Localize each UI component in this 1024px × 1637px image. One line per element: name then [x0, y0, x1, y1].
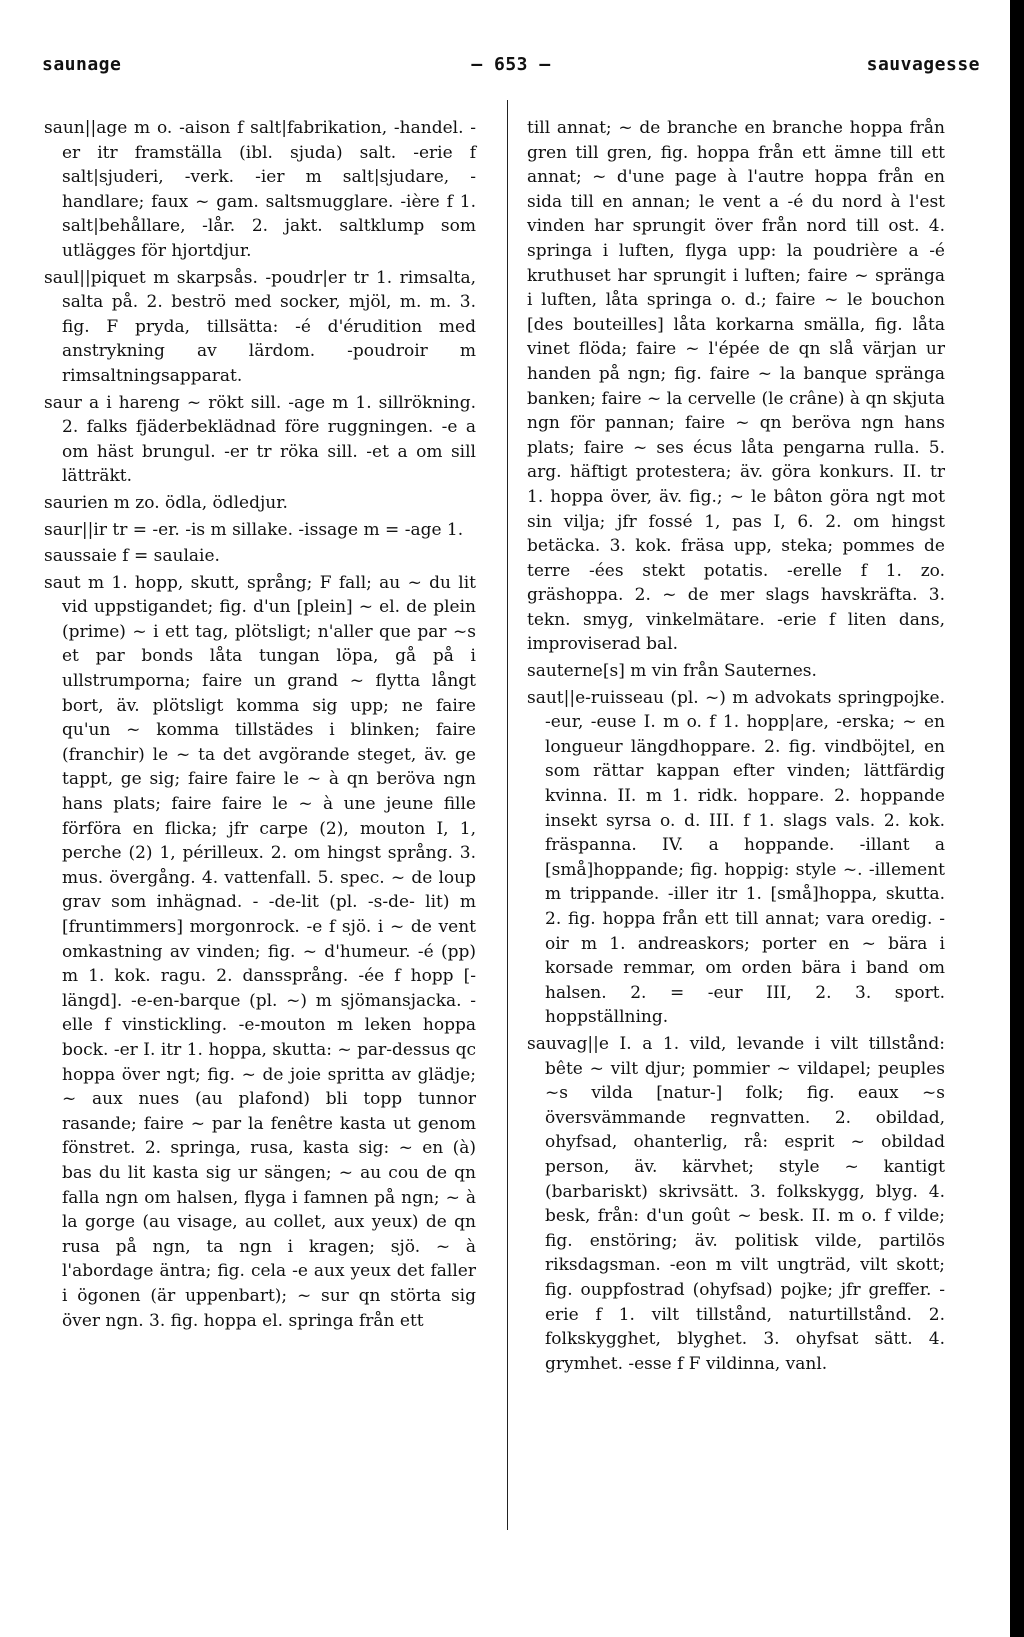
page-header: [42, 50, 980, 86]
page-number: — 653 —: [471, 54, 551, 75]
column-divider: [507, 100, 508, 1530]
left-column: [44, 116, 476, 1335]
entry-sauvage: sauvag||e I. a 1. vild, levande i vilt tillstånd: bête ~ vilt djur; pommier ~ vildapel; peuples ~s vilda [natur-] folk; fig. eaux ~s översvämmande regnvatten. 2. obildad, ohyfsad, ohanterlig, rå: esprit ~ obildad person, äv. kärvhet; style ~ kantigt (barbariskt) skrivsätt. 3. folkskygg, blyg. 4. besk, från: d'un goût ~ besk. II. m o. f vilde; fig. enstöring; äv. politisk vilde, partilös riksdagsman. -eon m vilt ungträd, vilt skott; fig. ouppfostrad (ohyfsad) pojke; jfr greffer. -erie f 1. vilt tillstånd, naturtillstånd. 2. folkskygghet, blyghet. 3. ohyfsat sätt. 4. grymhet. -esse f F vildinna, vanl.: [527, 1033, 945, 1374]
header-last-word: sauvagesse: [866, 54, 980, 75]
entry-saurir: saur||ir tr = -er. -is m sillake. -issage m = -age 1.: [44, 519, 464, 540]
entry-saupiquet: saul||piquet m skarpsås. -poudr|er tr 1. rimsalta, salta på. 2. beströ med socker, mjöl, m. m. 3. fig. F pryda, tillsätta: -é d'érudition med anstrykning av lärdom. -poudroir m rimsaltningsapparat.: [44, 267, 476, 386]
scan-edge-shadow: [1010, 0, 1024, 1637]
entry-saunage: saun||age m o. -aison f salt|fabrikation, -handel. -er itr framställa (ibl. sjuda) salt. -erie f salt|sjuderi, -verk. -ier m salt|sjudare, -handlare; faux ~ gam. saltsmugglare. -ière f 1. salt|behållare, -lår. 2. jakt. saltklump som utlägges för hjortdjur.: [44, 118, 476, 261]
header-first-word: saunage: [42, 54, 122, 75]
entry-saur: saur a i hareng ~ rökt sill. -age m 1. sillrökning. 2. falks fjäderbeklädnad före ruggningen. -e a om häst brungul. -er tr röka sill. -et a om sill lätträkt.: [44, 392, 476, 487]
entry-saussaie: saussaie f = saulaie.: [44, 546, 220, 567]
entry-saut-continued: till annat; ~ de branche en branche hoppa från gren till gren, fig. hoppa från ett ämne till ett annat; ~ d'une page à l'autre hoppa från en sida till en annan; le vent a -é du nord à l'est vinden har sprungit över från nord till ost. 4. springa i luften, flyga upp: la poudrière a -é kruthuset har sprungit i luften; faire ~ spränga i luften, låta springa o. d.; faire ~ le bouchon [des bouteilles] låta korkarna smälla, fig. låta vinet flöda; faire ~ l'épée de qn slå värjan ur handen på ngn; fig. faire ~ la banque spränga banken; faire ~ la cervelle (le crâne) à qn skjuta ngn för pannan; faire ~ qn beröva ngn hans plats; faire ~ ses écus låta pengarna rulla. 5. arg. häftigt protestera; äv. göra konkurs. II. tr 1. hoppa över, äv. fig.; ~ le bâton göra ngt mot sin vilja; jfr fossé 1, pas I, 6. 2. om hingst betäcka. 3. kok. fräsa upp, steka; pommes de terre -ées stekt potatis. -erelle f 1. zo. gräshoppa. 2. ~ de mer slags havskräfta. 3. tekn. smyg, vinkelmätare. -erie f liten dans, improviserad bal.: [527, 118, 945, 655]
entry-sauterne: sauterne[s] m vin från Sauternes.: [527, 661, 817, 682]
entry-saut: saut m 1. hopp, skutt, språng; F fall; au ~ du lit vid uppstigandet; fig. d'un [plein] ~ el. de plein (prime) ~ i ett tag, plötsligt; n'aller que par ~s et par bonds låta tungan löpa, gå på i ullstrumporna; faire un grand ~ flytta långt bort, äv. plötsligt komma sig upp; ne faire qu'un ~ komma tillstädes i blinken; faire (franchir) le ~ ta det avgörande steget, äv. ge tappt, ge sig; faire faire le ~ à qn beröva ngn hans plats; faire faire le ~ à une jeune fille förföra en flicka; jfr carpe (2), mouton I, 1, perche (2) 1, périlleux. 2. om hingst språng. 3. mus. övergång. 4. vattenfall. 5. spec. ~ de loup grav som inhägnad. - -de-lit (pl. -s-de- lit) m [fruntimmers] morgonrock. -e f sjö. i ~ de vent omkastning av vinden; fig. ~ d'humeur. -é (pp) m 1. kok. ragu. 2. danssprång. -ée f hopp [-längd]. -e-en-barque (pl. ~) m sjömansjacka. -elle f vinstickling. -e-mouton m leken hoppa bock. -er I. itr 1. hoppa, skutta: ~ par-dessus qc hoppa över ngt; fig. ~ de joie spritta av glädje; ~ aux nues (au plafond) bli topp tunnor rasande; faire ~ par la fenêtre kasta ut genom fönstret. 2. springa, rusa, kasta sig: ~ en (à) bas du lit kasta sig ur sängen; ~ au cou de qn falla ngn om halsen, flyga i famnen på ngn; ~ à la gorge (au visage, au collet, aux yeux) de qn rusa på ngn, ta ngn i kragen; sjö. ~ à l'abordage äntra; fig. cela -e aux yeux det faller i ögonen (är uppenbart); ~ sur qn störta sig över ngn. 3. fig. hoppa el. springa från ett: [44, 572, 476, 1331]
entry-saute-ruisseau: saut||e-ruisseau (pl. ~) m advokats springpojke. -eur, -euse I. m o. f 1. hopp|are, -erska; ~ en longueur längdhoppare. 2. fig. vindböjtel, en som rättar kappan efter vinden; lättfärdig kvinna. II. m 1. ridk. hoppare. 2. hoppande insekt syrsa o. d. III. f 1. slags vals. 2. kok. fräspanna. IV. a hoppande. -illant a [små]hoppande; fig. hoppig: style ~. -illement m trippande. -iller itr 1. [små]hoppa, skutta. 2. fig. hoppa från ett till annat; vara oredig. -oir m 1. andreaskors; porter en ~ bära i korsade remmar, om orden bära i band om halsen. 2. = -eur III, 2. 3. sport. hoppställning.: [527, 687, 945, 1028]
entry-saurien: saurien m zo. ödla, ödledjur.: [44, 492, 288, 513]
right-column: [527, 116, 945, 1378]
